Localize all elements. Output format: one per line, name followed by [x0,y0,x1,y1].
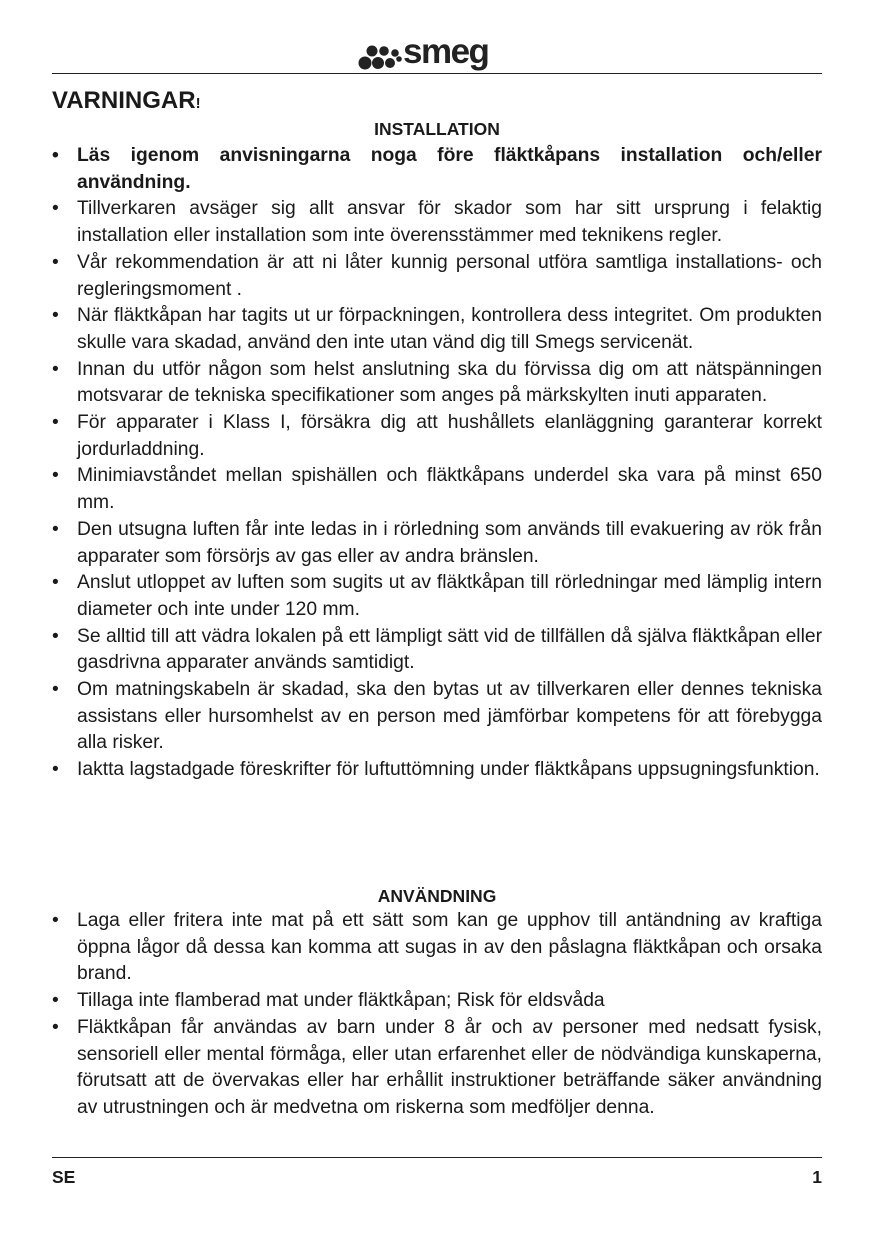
list-item: • Läs igenom anvisningarna noga före fläktkåpans installation och/eller användning. [52,143,822,196]
list-item: • Om matningskabeln är skadad, ska den bytas ut av tillverkaren eller dennes tekniska assistans eller hursomhelst av en person med jämförbar kompetens för att förebygga alla risker. [52,677,822,757]
usage-list [52,908,822,1122]
list-item: • Iaktta lagstadgade föreskrifter för luftuttömning under fläktkåpans uppsugningsfunktion. [52,757,822,784]
footer-divider [52,1157,822,1158]
installation-heading: INSTALLATION [374,119,500,139]
installation-list [52,143,822,784]
footer-language: SE [52,1167,76,1187]
page-number: 1 [812,1167,822,1187]
page-title [52,86,201,119]
list-item: • Tillaga inte flamberad mat under fläktkåpan; Risk för eldsvåda [52,988,822,1015]
list-item: • För apparater i Klass I, försäkra dig att hushållets elanläggning garanterar korrekt jordurladdning. [52,410,822,463]
list-item: • Minimiavståndet mellan spishällen och fläktkåpans underdel ska vara på minst 650 mm. [52,463,822,516]
list-item: • När fläktkåpan har tagits ut ur förpackningen, kontrollera dess integritet. Om produkten skulle vara skadad, använd den inte utan vänd dig till Smegs servicenät. [52,303,822,356]
list-item: • Tillverkaren avsäger sig allt ansvar för skador som har sitt ursprung i felaktig installation eller installation som inte överensstämmer med teknikens regler. [52,196,822,249]
list-item: • Den utsugna luften får inte ledas in i rörledning som används till evakuering av rök från apparater som försörjs av gas eller av andra bränslen. [52,517,822,570]
list-item: • Vår rekommendation är att ni låter kunnig personal utföra samtliga installations- och regleringsmoment . [52,250,822,303]
page-title-text: VARNINGAR [52,87,196,114]
list-item: • Anslut utloppet av luften som sugits ut av fläktkåpan till rörledningar med lämplig intern diameter och inte under 120 mm. [52,570,822,623]
smeg-dots-icon [356,37,402,71]
brand-logo [356,31,489,74]
page-title-mark: ! [195,95,201,112]
header-divider [52,73,822,74]
list-item: • Se alltid till att vädra lokalen på ett lämpligt sätt vid de tillfällen då själva fläktkåpan eller gasdrivna apparater används samtidigt. [52,624,822,677]
brand-name: smeg [403,31,489,71]
list-item: • Innan du utför någon som helst anslutning ska du förvissa dig om att nätspänningen motsvarar de tekniska specifikationer som anges på märkskylten inuti apparaten. [52,357,822,410]
list-item: • Fläktkåpan får användas av barn under 8 år och av personer med nedsatt fysisk, sensoriell eller mental förmåga, eller utan erfarenhet eller de nödvändiga kunskaperna, förutsatt att de övervakas eller har erhållit instruktioner beträffande säker användning av utrustningen och är medvetna om riskerna som medföljer denna. [52,1015,822,1122]
usage-heading: ANVÄNDNING [377,886,497,906]
list-item: • Laga eller fritera inte mat på ett sätt som kan ge upphov till antändning av kraftiga öppna lågor då dessa kan komma att sugas in av den påslagna fläktkåpan och orsaka brand. [52,908,822,988]
